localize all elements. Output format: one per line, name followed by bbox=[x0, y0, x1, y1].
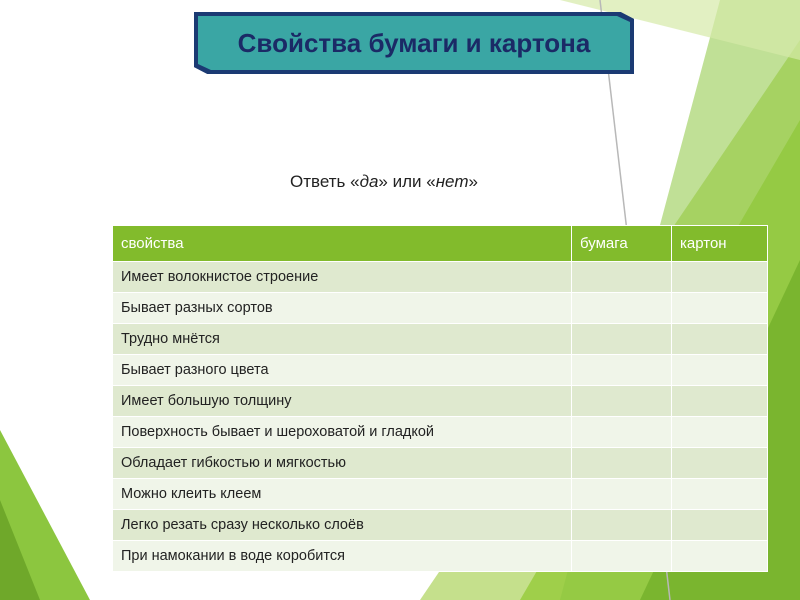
answer-no: нет bbox=[435, 172, 469, 191]
cardboard-answer-cell[interactable] bbox=[672, 479, 768, 510]
cardboard-answer-cell[interactable] bbox=[672, 293, 768, 324]
table-row bbox=[113, 262, 768, 293]
paper-answer-cell[interactable] bbox=[572, 355, 672, 386]
cardboard-answer-cell[interactable] bbox=[672, 324, 768, 355]
table-row bbox=[113, 293, 768, 324]
paper-answer-cell[interactable] bbox=[572, 417, 672, 448]
answer-yes: да bbox=[359, 172, 379, 191]
paper-answer-cell[interactable] bbox=[572, 510, 672, 541]
table-row bbox=[113, 479, 768, 510]
table-row bbox=[113, 355, 768, 386]
property-cell: Бывает разных сортов bbox=[113, 293, 572, 324]
cardboard-answer-cell[interactable] bbox=[672, 448, 768, 479]
paper-answer-cell[interactable] bbox=[572, 448, 672, 479]
table-header-row bbox=[113, 226, 768, 262]
header-paper: бумага bbox=[572, 226, 672, 262]
table-row bbox=[113, 510, 768, 541]
paper-answer-cell[interactable] bbox=[572, 293, 672, 324]
cardboard-answer-cell[interactable] bbox=[672, 417, 768, 448]
paper-answer-cell[interactable] bbox=[572, 541, 672, 572]
table-row bbox=[113, 417, 768, 448]
table-row bbox=[113, 324, 768, 355]
property-cell: При намокании в воде коробится bbox=[113, 541, 572, 572]
property-cell: Имеет волокнистое строение bbox=[113, 262, 572, 293]
cardboard-answer-cell[interactable] bbox=[672, 355, 768, 386]
instruction-text: Ответь «да» или «нет» bbox=[290, 172, 478, 191]
property-cell: Поверхность бывает и шероховатой и гладкой bbox=[113, 417, 572, 448]
cardboard-answer-cell[interactable] bbox=[672, 541, 768, 572]
cardboard-answer-cell[interactable] bbox=[672, 262, 768, 293]
property-cell: Можно клеить клеем bbox=[113, 479, 572, 510]
table-row bbox=[113, 448, 768, 479]
page-title: Свойства бумаги и картона bbox=[237, 27, 591, 58]
property-cell: Имеет большую толщину bbox=[113, 386, 572, 417]
paper-answer-cell[interactable] bbox=[572, 386, 672, 417]
property-cell: Обладает гибкостью и мягкостью bbox=[113, 448, 572, 479]
property-cell: Трудно мнётся bbox=[113, 324, 572, 355]
header-cardboard: картон bbox=[672, 226, 768, 262]
cardboard-answer-cell[interactable] bbox=[672, 386, 768, 417]
paper-answer-cell[interactable] bbox=[572, 479, 672, 510]
property-cell: Бывает разного цвета bbox=[113, 355, 572, 386]
table-row bbox=[113, 386, 768, 417]
paper-answer-cell[interactable] bbox=[572, 324, 672, 355]
property-cell: Легко резать сразу несколько слоёв bbox=[113, 510, 572, 541]
cardboard-answer-cell[interactable] bbox=[672, 510, 768, 541]
table-row bbox=[113, 541, 768, 572]
paper-answer-cell[interactable] bbox=[572, 262, 672, 293]
header-properties: свойства bbox=[113, 226, 572, 262]
properties-table bbox=[112, 225, 768, 572]
